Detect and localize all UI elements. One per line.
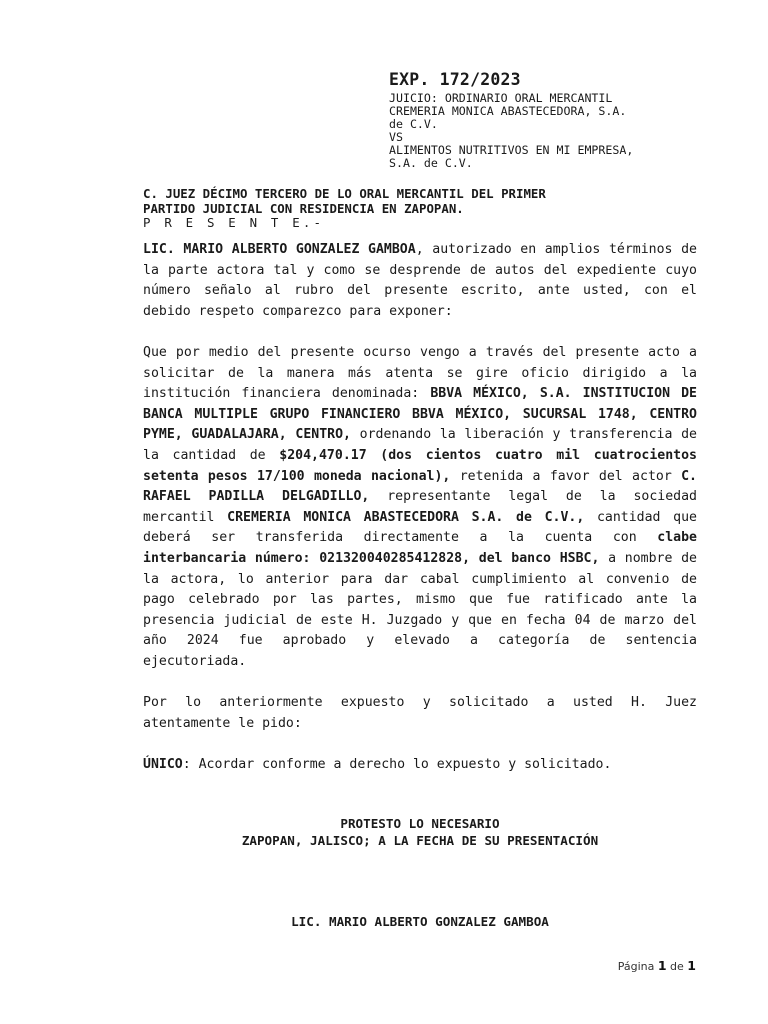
addressee: [143, 187, 703, 231]
actor-name: C. RAFAEL PADILLA DELGADILLO,: [143, 468, 697, 505]
closing: [143, 816, 697, 849]
page-of: de: [670, 960, 684, 973]
addressee-line: PARTIDO JUDICIAL CON RESIDENCIA EN ZAPOPAN.: [143, 200, 464, 216]
presente-label: P R E S E N T E.-: [143, 215, 325, 230]
unico-label: ÚNICO: [143, 756, 183, 772]
case-line: JUICIO: ORDINARIO ORAL MERCANTIL: [389, 91, 613, 105]
paragraph-intro: [143, 240, 697, 322]
case-number: EXP. 172/2023: [389, 70, 521, 89]
body: [143, 240, 697, 775]
paragraph-text: representante legal de la sociedad mercantil: [143, 489, 697, 525]
amount: $204,470.17 (dos cientos cuatro mil cuatrocientos setenta pesos 17/100 moneda nacional),: [143, 447, 697, 484]
paragraph-text: cantidad que deberá ser transferida directamente a la cuenta con: [143, 509, 697, 546]
page-footer: [618, 958, 696, 973]
paragraph-text: a nombre de la actora, lo anterior para dar cabal cumplimiento al convenio de pago celebrado por las partes, mismo que fue ratificado ante la presencia judicial de este H. Juzgado y que en fecha 04 de marzo del año 2024 fue aprobado y elevado a categoría de sentencia ejecutoriada.: [143, 550, 697, 669]
paragraph-text: : Acordar conforme a derecho lo expuesto y solicitado.: [182, 756, 612, 772]
page-current: 1: [657, 958, 667, 973]
case-line: S.A. de C.V.: [389, 156, 473, 170]
case-header: [389, 70, 709, 170]
paragraph-text: Que por medio del presente ocurso vengo a través del presente acto a solicitar de la manera más atenta se gire oficio dirigido a la institución financiera denominada:: [143, 344, 697, 402]
paragraph-text: ordenando la liberación y transferencia de la cantidad de: [143, 427, 697, 463]
case-line: de C.V.: [389, 117, 438, 131]
case-line: ALIMENTOS NUTRITIVOS EN MI EMPRESA,: [389, 143, 634, 157]
paragraph-request: [143, 343, 697, 673]
signature-name: LIC. MARIO ALBERTO GONZALEZ GAMBOA: [291, 914, 549, 929]
paragraph-text: , autorizado en amplios términos de la parte actora tal y como se desprende de autos del expediente cuyo número señalo al rubro del presente escrito, ante usted, con el debido respeto comparezco para exponer:: [143, 242, 697, 319]
paragraph-unico: [143, 755, 697, 776]
closing-line: PROTESTO LO NECESARIO: [340, 816, 500, 831]
clabe-account: clabe interbancaria número: 021320040285412828, del banco HSBC,: [143, 530, 697, 566]
author-name: LIC. MARIO ALBERTO GONZALEZ GAMBOA: [143, 242, 416, 257]
company-name: CREMERIA MONICA ABASTECEDORA S.A. de C.V.,: [227, 509, 585, 525]
addressee-line: C. JUEZ DÉCIMO TERCERO DE LO ORAL MERCANTIL DEL PRIMER: [143, 186, 546, 201]
case-line: CREMERIA MONICA ABASTECEDORA, S.A.: [389, 104, 627, 118]
case-line: VS: [389, 130, 403, 144]
case-details: [389, 92, 709, 170]
bank-name: BBVA MÉXICO, S.A. INSTITUCION DE BANCA MULTIPLE GRUPO FINANCIERO BBVA MÉXICO, SUCURSAL 1748, CENTRO PYME, GUADALAJARA, CENTRO,: [143, 386, 697, 443]
paragraph-text: retenida a favor del actor: [450, 468, 682, 484]
page-total: 1: [687, 958, 696, 973]
closing-line: ZAPOPAN, JALISCO; A LA FECHA DE SU PRESENTACIÓN: [241, 832, 599, 848]
paragraph-petition: Por lo anteriormente expuesto y solicitado a usted H. Juez atentamente le pido:: [143, 695, 697, 731]
page-label: Página: [617, 960, 655, 973]
